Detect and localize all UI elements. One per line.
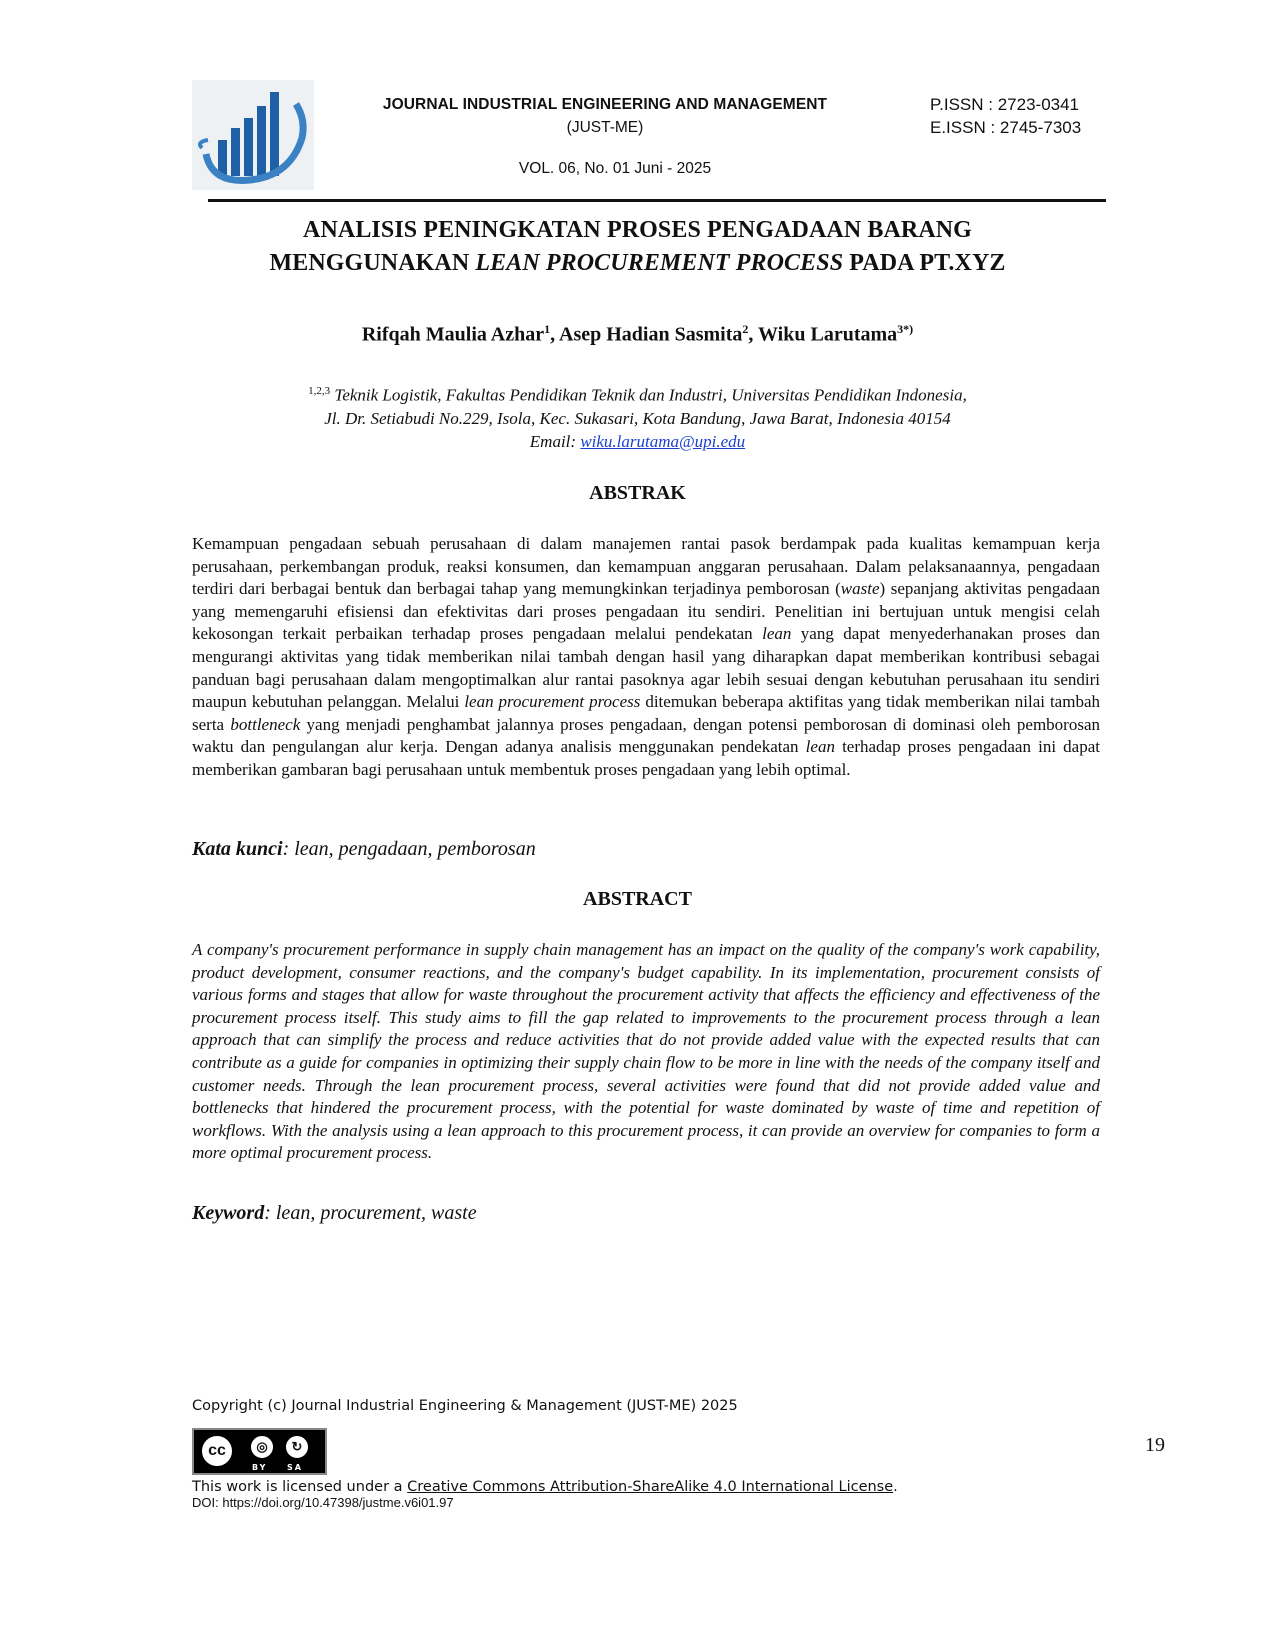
abstrak-text: ) sepanjang aktivitas pengadaan yang memengaruhi efisiensi dan efektivitas dari proses pengadaan itu sendiri. Penelitian ini bertujuan untuk mengisi celah kekosongan terkait perbaikan terhadap proses pengadaan melalui pendekatan [192, 579, 1100, 644]
affiliation-block [170, 380, 1105, 453]
affiliation-marker: 1,2,3 [308, 385, 331, 397]
keyword-values: : lean, procurement, waste [264, 1202, 477, 1224]
share-alike-icon: ↻ [284, 1434, 310, 1460]
author-name: Asep Hadian Sasmita [559, 323, 743, 346]
affiliation-line-1 [170, 380, 1105, 407]
email-line [170, 430, 1105, 453]
header-divider [208, 199, 1106, 202]
journal-logo-icon [192, 80, 314, 190]
journal-title: JOURNAL INDUSTRIAL ENGINEERING AND MANAGEMENT [382, 96, 828, 113]
affiliation-text: Teknik Logistik, Fakultas Pendidikan Teknik dan Industri, Universitas Pendidikan Indonesia, [330, 385, 967, 405]
journal-header [0, 0, 1275, 205]
electronic-issn: E.ISSN : 2745-7303 [930, 118, 1082, 137]
journal-volume: VOL. 06, No. 01 Juni - 2025 [518, 160, 712, 177]
by-label: BY [252, 1463, 268, 1472]
email-label: Email: [529, 431, 581, 451]
person-icon: ◎ [249, 1434, 275, 1460]
sa-label: SA [287, 1463, 303, 1472]
page-number: 19 [1145, 1434, 1165, 1456]
abstrak-italic-term: lean [805, 737, 835, 757]
author-list: Rifqah Maulia Azhar$^1$, Asep Hadian Sasmita$^2$, Wiku Larutama$^{3*)}$ [361, 322, 914, 346]
abstrak-heading: ABSTRAK [589, 482, 686, 504]
author-affiliation-marker: 3*) [897, 322, 914, 336]
abstrak-italic-term: lean procurement process [464, 692, 641, 712]
license-label-strip [240, 1463, 322, 1473]
license-text: This work is licensed under a [192, 1479, 408, 1495]
abstrak-text: Kemampuan pengadaan sebuah perusahaan di dalam manajemen rantai pasok berdampak pada kualitas kemampuan kerja perusahaan, perkembangan produk, reaksi konsumen, dan kemampuan anggaran perusahaan. Dalam pelaksanaannya, pengadaan terdiri dari berbagai bentuk dan berbagai tahap yang memungkinkan terjadinya pemborosan ( [192, 534, 1100, 599]
license-notice [192, 1479, 898, 1495]
article-title [170, 214, 1105, 280]
abstrak-italic-term: waste [840, 579, 880, 599]
title-text: PADA PT.XYZ [843, 250, 1006, 276]
license-text: . [893, 1479, 898, 1495]
abstrak-italic-term: lean [762, 624, 792, 644]
keyword-line [192, 1202, 477, 1225]
license-link[interactable]: Creative Commons Attribution-ShareAlike 4.0 International License [407, 1479, 894, 1495]
cc-logo-icon: cc [199, 1433, 235, 1469]
kata-kunci-label: Kata kunci [192, 838, 283, 860]
abstrak-italic-term: bottleneck [230, 714, 301, 734]
copyright-notice: Copyright (c) Journal Industrial Engineering & Management (JUST-ME) 2025 [192, 1398, 738, 1414]
journal-abbreviation: (JUST-ME) [566, 119, 644, 136]
email-link[interactable]: wiku.larutama@upi.edu [580, 431, 746, 451]
abstrak-body [192, 533, 1100, 782]
keyword-label: Keyword [192, 1202, 265, 1224]
author-affiliation-marker: 2 [742, 322, 749, 336]
abstract-heading: ABSTRACT [583, 888, 692, 910]
title-text: MENGGUNAKAN [269, 250, 476, 276]
author-name: Wiku Larutama [758, 323, 898, 346]
abstrak-text: yang dapat menyederhanakan proses dan mengurangi aktivitas yang tidak memberikan nilai tambah dengan hasil yang diharapkan dapat memberikan kontribusi sebagai panduan bagi perusahaan dalam mengoptimalkan alur rantai pasoknya agar lebih sesuai dengan kebutuhan perusahaan itu sendiri maupun kebutuhan pelanggan. Melalui [192, 624, 1101, 712]
abstract-body: A company's procurement performance in supply chain management has an impact on the quality of the company's work capability, product development, consumer reactions, and the company's budget capability. In its implementation, procurement consists of various forms and stages that allow for waste throughout the procurement activity that affects the efficiency and effectiveness of the procurement process itself. This study aims to fill the gap related to improvements to the procurement process through a lean approach that can simplify the process and reduce activities that do not provide added value with the expected results that can contribute as a guide for companies in optimizing their supply chain flow to be more in line with the needs of the company itself and customer needs. Through the lean procurement process, several activities were found that did not provide added value and bottlenecks that hindered the procurement process, with the potential for waste dominated by waste of time and repetition of workflows. With the analysis using a lean approach to this procurement process, it can provide an overview for companies to form a more optimal procurement process. [192, 940, 1100, 1163]
abstrak-text: terhadap proses pengadaan ini dapat memberikan gambaran bagi perusahaan untuk membentuk proses pengadaan yang lebih optimal. [192, 737, 1100, 779]
author-name: Rifqah Maulia Azhar [361, 323, 545, 346]
author-affiliation-marker: 1 [544, 322, 551, 336]
abstrak-text: ditemukan beberapa aktifitas yang tidak memberikan nilai tambah serta [192, 692, 1101, 734]
cc-by-sa-icon[interactable] [192, 1428, 327, 1475]
bar-chart-logo-icon [192, 80, 314, 190]
title-line-2 [170, 247, 1105, 280]
doi-line[interactable]: DOI: https://doi.org/10.47398/justme.v6i01.97 [192, 1495, 454, 1510]
kata-kunci-line [192, 838, 536, 861]
title-line-1: ANALISIS PENINGKATAN PROSES PENGADAAN BARANG [303, 217, 972, 243]
print-issn: P.ISSN : 2723-0341 [930, 95, 1080, 114]
title-italic-text: LEAN PROCUREMENT PROCESS [475, 250, 844, 276]
affiliation-line-2: Jl. Dr. Setiabudi No.229, Isola, Kec. Sukasari, Kota Bandung, Jawa Barat, Indonesia 40154 [324, 408, 951, 428]
kata-kunci-values: : lean, pengadaan, pemborosan [282, 838, 536, 860]
abstrak-text: yang menjadi penghambat jalannya proses pengadaan, dengan potensi pemborosan di dominasi oleh pemborosan waktu dan pengulangan alur kerja. Dengan adanya analisis menggunakan pendekatan [192, 714, 1101, 757]
